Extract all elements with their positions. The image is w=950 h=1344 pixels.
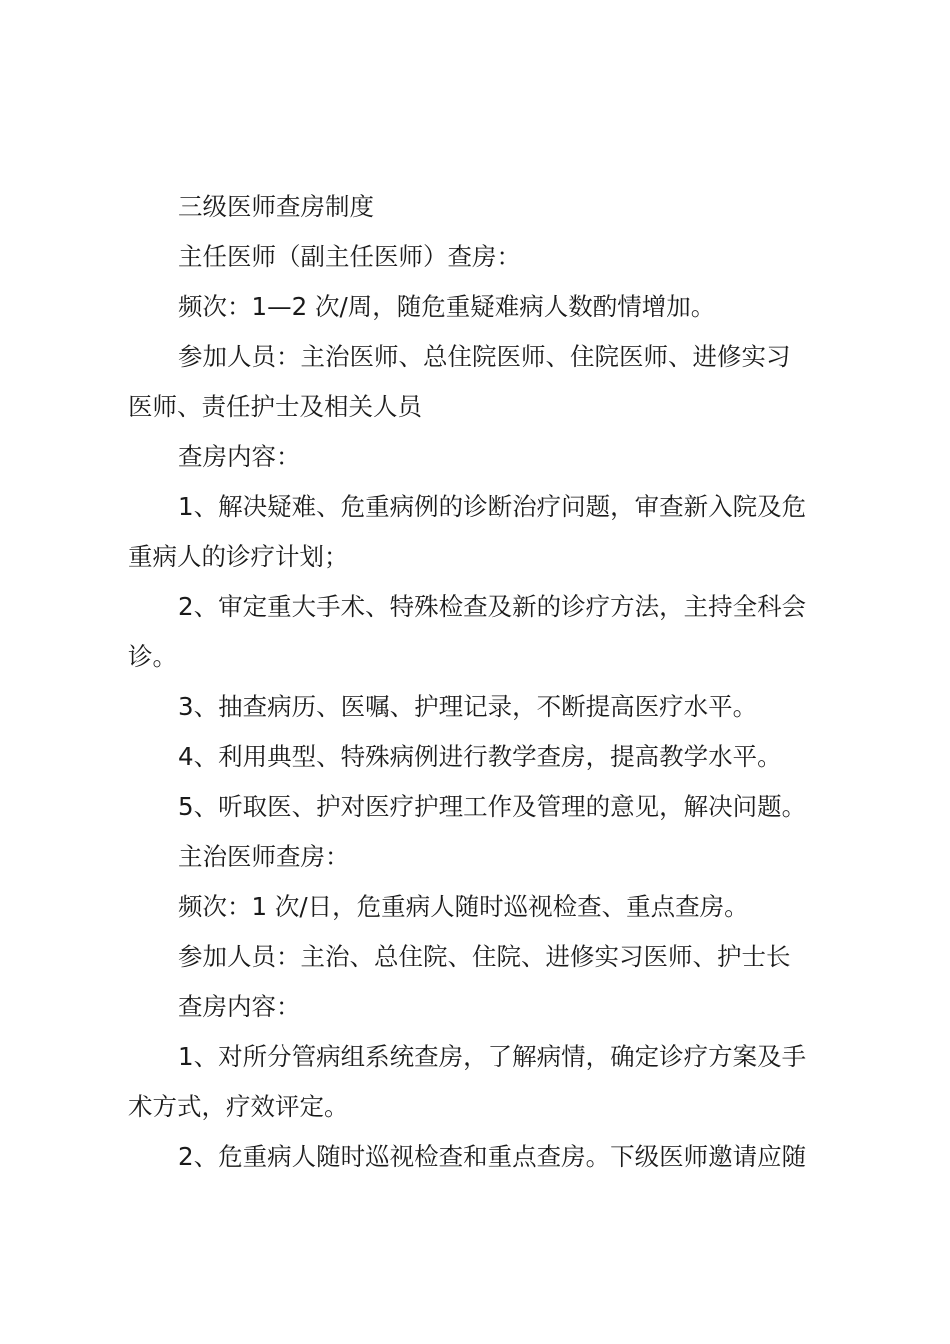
attending-item-1-cont: 术方式，疗效评定。 xyxy=(128,1092,349,1121)
attending-content-heading: 查房内容： xyxy=(178,992,301,1021)
chief-participants-cont xyxy=(128,382,836,432)
section-heading-chief: 主任医师（副主任医师）查房： xyxy=(178,242,521,271)
chief-item-2-cont: 诊。 xyxy=(128,642,177,671)
attending-item-1: 1、对所分管病组系统查房，了解病情，确定诊疗方案及手 xyxy=(178,1042,807,1071)
attending-frequency: 频次：1 次/日，危重病人随时巡视检查、重点查房。 xyxy=(178,892,749,921)
attending-item-2: 2、危重病人随时巡视检查和重点查房。下级医师邀请应随 xyxy=(178,1142,807,1171)
chief-item-5: 5、听取医、护对医疗护理工作及管理的意见，解决问题。 xyxy=(178,792,807,821)
document-body xyxy=(128,182,836,1182)
chief-item-1: 1、解决疑难、危重病例的诊断治疗问题，审查新入院及危 xyxy=(178,492,807,521)
section-heading-attending: 主治医师查房： xyxy=(178,842,350,871)
chief-participants xyxy=(128,332,836,382)
attending-participants: 参加人员：主治、总住院、住院、进修实习医师、护士长 xyxy=(178,942,791,971)
chief-participants-line1: 参加人员：主治医师、总住院医师、住院医师、进修实习 xyxy=(178,342,791,371)
chief-participants-line2: 医师、责任护士及相关人员 xyxy=(128,392,422,421)
chief-item-1-cont: 重病人的诊疗计划； xyxy=(128,542,349,571)
chief-item-3: 3、抽查病历、医嘱、护理记录，不断提高医疗水平。 xyxy=(178,692,758,721)
document-title: 三级医师查房制度 xyxy=(178,192,374,221)
chief-item-4: 4、利用典型、特殊病例进行教学查房，提高教学水平。 xyxy=(178,742,782,771)
chief-frequency: 频次：1—2 次/周，随危重疑难病人数酌情增加。 xyxy=(178,292,716,321)
chief-content-heading: 查房内容： xyxy=(178,442,301,471)
chief-item-2: 2、审定重大手术、特殊检查及新的诊疗方法，主持全科会 xyxy=(178,592,807,621)
